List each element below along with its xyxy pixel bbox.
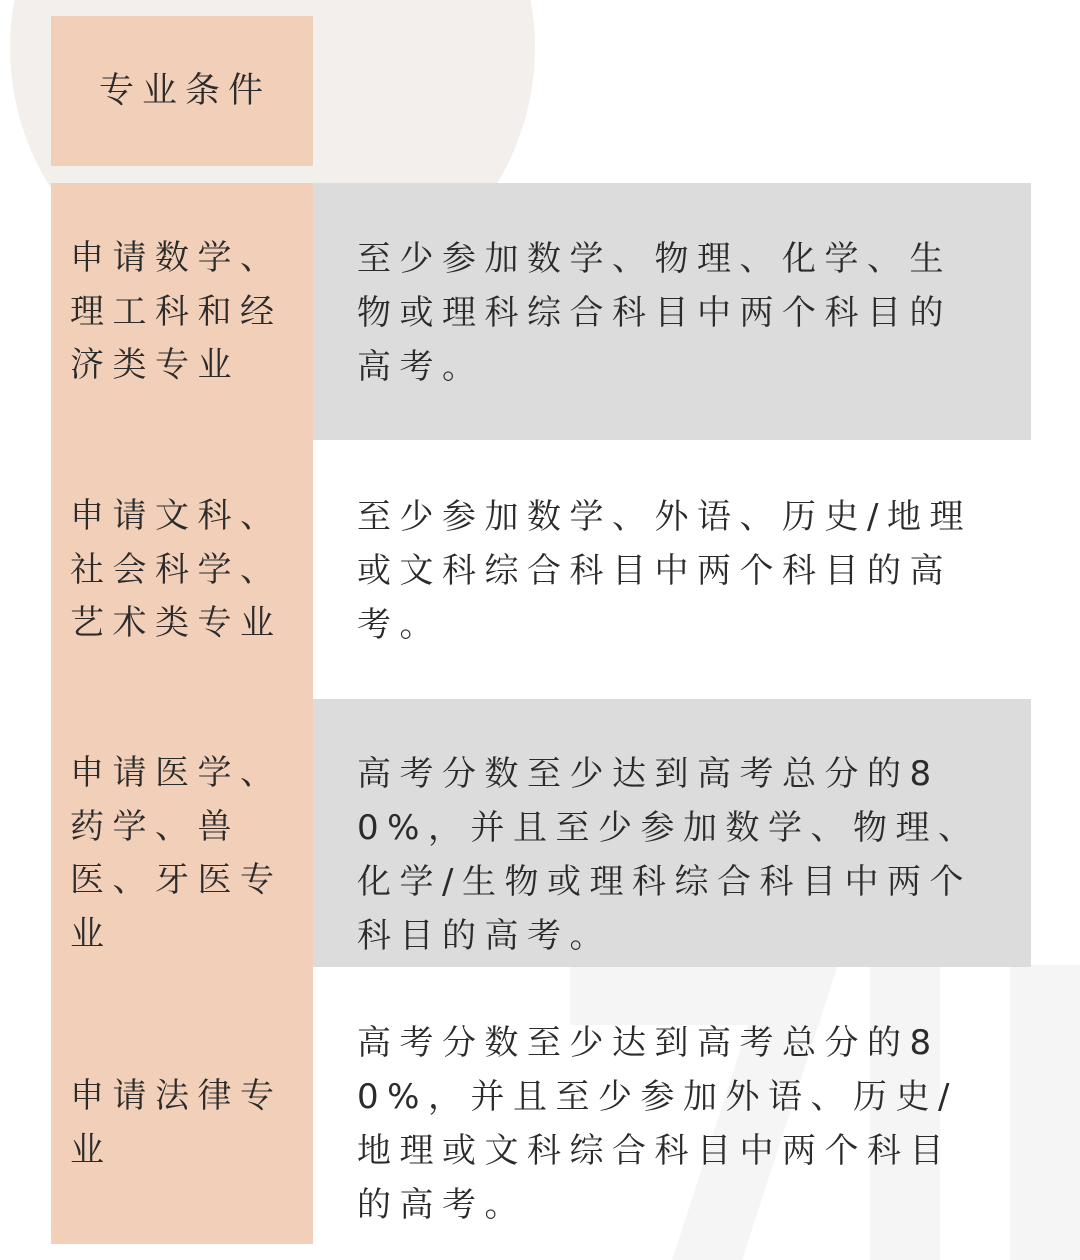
major-label: 申请医学、药学、兽医、牙医专业 bbox=[70, 753, 283, 954]
condition-text: 高考分数至少达到高考总分的80%，并且至少参加数学、物理、化学/生物或理科综合科目中两个科目的高考。 bbox=[357, 754, 981, 956]
major-label: 申请文科、社会科学、艺术类专业 bbox=[70, 496, 283, 643]
condition-text: 高考分数至少达到高考总分的80%，并且至少参加外语、历史/地理或文科综合科目中两个科目的高考。 bbox=[357, 1023, 958, 1225]
table-header-cell bbox=[51, 16, 313, 166]
major-label: 申请法律专业 bbox=[70, 1076, 283, 1170]
condition-text: 至少参加数学、外语、历史/地理或文科综合科目中两个科目的高考。 bbox=[357, 497, 972, 645]
major-label: 申请数学、理工科和经济类专业 bbox=[70, 238, 283, 385]
condition-text: 至少参加数学、物理、化学、生物或理科综合科目中两个科目的高考。 bbox=[357, 239, 952, 387]
table-header-title: 专业条件 bbox=[99, 71, 272, 111]
